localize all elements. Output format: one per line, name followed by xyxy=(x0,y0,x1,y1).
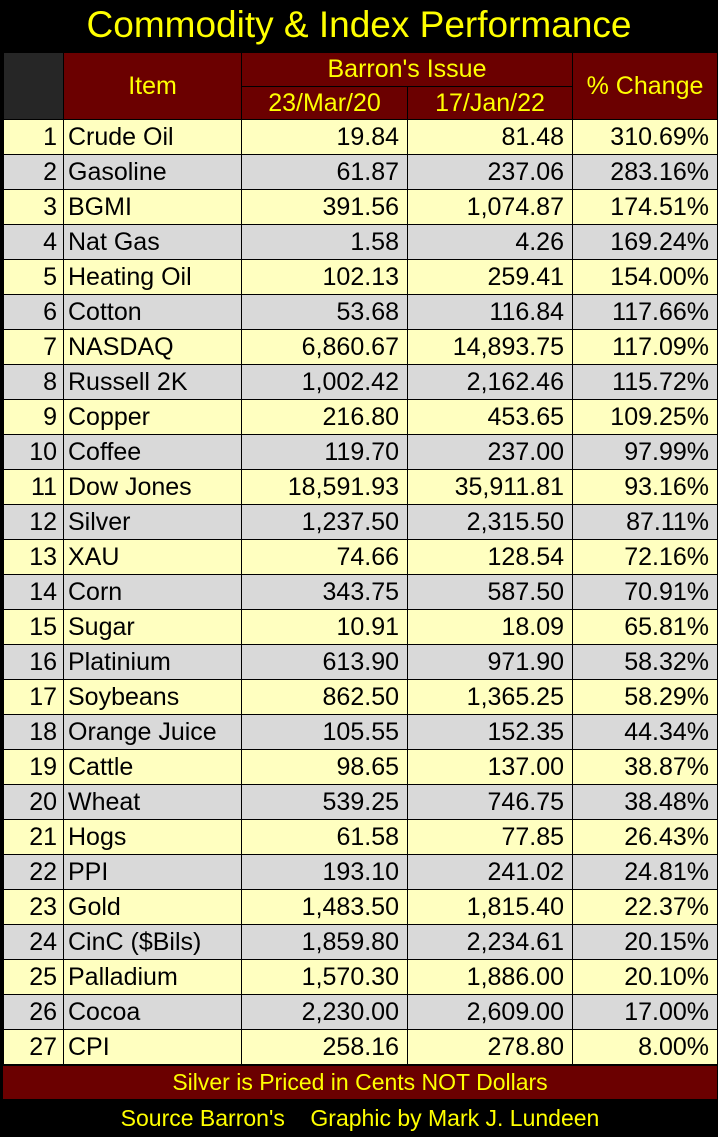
rank-cell: 22 xyxy=(4,855,64,890)
percent-change-cell: 58.32% xyxy=(573,645,718,680)
item-cell: Cocoa xyxy=(64,995,242,1030)
value-2022-cell: 14,893.75 xyxy=(408,330,573,365)
rank-cell: 17 xyxy=(4,680,64,715)
percent-change-cell: 24.81% xyxy=(573,855,718,890)
value-2022-cell: 278.80 xyxy=(408,1030,573,1065)
percent-change-cell: 70.91% xyxy=(573,575,718,610)
item-cell: Wheat xyxy=(64,785,242,820)
percent-change-cell: 72.16% xyxy=(573,540,718,575)
item-cell: Crude Oil xyxy=(64,120,242,155)
percent-change-cell: 169.24% xyxy=(573,225,718,260)
item-cell: Soybeans xyxy=(64,680,242,715)
value-2020-cell: 1,002.42 xyxy=(242,365,408,400)
table-row xyxy=(4,820,718,855)
header-barrons-issue: Barron's Issue xyxy=(242,53,573,87)
value-2022-cell: 259.41 xyxy=(408,260,573,295)
value-2020-cell: 19.84 xyxy=(242,120,408,155)
chart-title: Commodity & Index Performance xyxy=(86,4,632,45)
value-2022-cell: 77.85 xyxy=(408,820,573,855)
value-2020-cell: 61.58 xyxy=(242,820,408,855)
rank-cell: 5 xyxy=(4,260,64,295)
percent-change-cell: 117.66% xyxy=(573,295,718,330)
rank-cell: 13 xyxy=(4,540,64,575)
rank-cell: 4 xyxy=(4,225,64,260)
percent-change-cell: 44.34% xyxy=(573,715,718,750)
item-cell: Copper xyxy=(64,400,242,435)
rank-cell: 2 xyxy=(4,155,64,190)
value-2020-cell: 258.16 xyxy=(242,1030,408,1065)
rank-cell: 19 xyxy=(4,750,64,785)
rank-cell: 27 xyxy=(4,1030,64,1065)
table-row xyxy=(4,785,718,820)
item-cell: Nat Gas xyxy=(64,225,242,260)
value-2022-cell: 2,234.61 xyxy=(408,925,573,960)
value-2022-cell: 1,365.25 xyxy=(408,680,573,715)
rank-cell: 10 xyxy=(4,435,64,470)
value-2020-cell: 98.65 xyxy=(242,750,408,785)
item-cell: PPI xyxy=(64,855,242,890)
value-2022-cell: 137.00 xyxy=(408,750,573,785)
table-row xyxy=(4,120,718,155)
percent-change-cell: 17.00% xyxy=(573,995,718,1030)
item-cell: Orange Juice xyxy=(64,715,242,750)
item-cell: Dow Jones xyxy=(64,470,242,505)
value-2022-cell: 587.50 xyxy=(408,575,573,610)
rank-cell: 6 xyxy=(4,295,64,330)
value-2020-cell: 6,860.67 xyxy=(242,330,408,365)
rank-cell: 25 xyxy=(4,960,64,995)
rank-cell: 3 xyxy=(4,190,64,225)
value-2022-cell: 4.26 xyxy=(408,225,573,260)
item-cell: Heating Oil xyxy=(64,260,242,295)
value-2022-cell: 2,609.00 xyxy=(408,995,573,1030)
percent-change-cell: 87.11% xyxy=(573,505,718,540)
item-cell: BGMI xyxy=(64,190,242,225)
value-2020-cell: 102.13 xyxy=(242,260,408,295)
percent-change-cell: 154.00% xyxy=(573,260,718,295)
table-row xyxy=(4,330,718,365)
rank-cell: 21 xyxy=(4,820,64,855)
table-row xyxy=(4,610,718,645)
value-2022-cell: 241.02 xyxy=(408,855,573,890)
table-row xyxy=(4,435,718,470)
value-2022-cell: 116.84 xyxy=(408,295,573,330)
value-2022-cell: 237.00 xyxy=(408,435,573,470)
item-cell: Coffee xyxy=(64,435,242,470)
value-2022-cell: 237.06 xyxy=(408,155,573,190)
value-2020-cell: 119.70 xyxy=(242,435,408,470)
value-2020-cell: 10.91 xyxy=(242,610,408,645)
table-row xyxy=(4,1030,718,1065)
item-cell: Silver xyxy=(64,505,242,540)
table-row xyxy=(4,470,718,505)
percent-change-cell: 26.43% xyxy=(573,820,718,855)
item-cell: XAU xyxy=(64,540,242,575)
rank-cell: 14 xyxy=(4,575,64,610)
table-row xyxy=(4,155,718,190)
performance-table xyxy=(3,52,718,1065)
value-2022-cell: 81.48 xyxy=(408,120,573,155)
header-corner xyxy=(4,53,64,120)
value-2022-cell: 2,315.50 xyxy=(408,505,573,540)
item-cell: Gasoline xyxy=(64,155,242,190)
rank-cell: 15 xyxy=(4,610,64,645)
percent-change-cell: 65.81% xyxy=(573,610,718,645)
source-label: Source Barron's xyxy=(120,1105,285,1131)
table-row xyxy=(4,960,718,995)
value-2020-cell: 1.58 xyxy=(242,225,408,260)
table-row xyxy=(4,855,718,890)
rank-cell: 11 xyxy=(4,470,64,505)
table-row xyxy=(4,995,718,1030)
item-cell: Hogs xyxy=(64,820,242,855)
table-row xyxy=(4,715,718,750)
rank-cell: 8 xyxy=(4,365,64,400)
value-2022-cell: 2,162.46 xyxy=(408,365,573,400)
item-cell: Cattle xyxy=(64,750,242,785)
percent-change-cell: 283.16% xyxy=(573,155,718,190)
value-2022-cell: 152.35 xyxy=(408,715,573,750)
table-body xyxy=(4,120,718,1065)
percent-change-cell: 58.29% xyxy=(573,680,718,715)
value-2020-cell: 1,859.80 xyxy=(242,925,408,960)
percent-change-cell: 117.09% xyxy=(573,330,718,365)
rank-cell: 26 xyxy=(4,995,64,1030)
rank-cell: 16 xyxy=(4,645,64,680)
percent-change-cell: 8.00% xyxy=(573,1030,718,1065)
value-2020-cell: 1,570.30 xyxy=(242,960,408,995)
percent-change-cell: 310.69% xyxy=(573,120,718,155)
percent-change-cell: 115.72% xyxy=(573,365,718,400)
table-row xyxy=(4,890,718,925)
value-2020-cell: 105.55 xyxy=(242,715,408,750)
table-row xyxy=(4,575,718,610)
table-row xyxy=(4,225,718,260)
header-date-2: 17/Jan/22 xyxy=(408,87,573,120)
percent-change-cell: 38.87% xyxy=(573,750,718,785)
item-cell: Sugar xyxy=(64,610,242,645)
table-row xyxy=(4,400,718,435)
value-2022-cell: 746.75 xyxy=(408,785,573,820)
value-2022-cell: 971.90 xyxy=(408,645,573,680)
item-cell: Platinium xyxy=(64,645,242,680)
percent-change-cell: 174.51% xyxy=(573,190,718,225)
item-cell: Palladium xyxy=(64,960,242,995)
percent-change-cell: 93.16% xyxy=(573,470,718,505)
rank-cell: 24 xyxy=(4,925,64,960)
value-2020-cell: 61.87 xyxy=(242,155,408,190)
item-cell: Cotton xyxy=(64,295,242,330)
footer-note: Silver is Priced in Cents NOT Dollars xyxy=(3,1066,717,1099)
rank-cell: 9 xyxy=(4,400,64,435)
value-2020-cell: 613.90 xyxy=(242,645,408,680)
value-2020-cell: 18,591.93 xyxy=(242,470,408,505)
rank-cell: 1 xyxy=(4,120,64,155)
value-2020-cell: 862.50 xyxy=(242,680,408,715)
rank-cell: 23 xyxy=(4,890,64,925)
item-cell: Russell 2K xyxy=(64,365,242,400)
rank-cell: 7 xyxy=(4,330,64,365)
value-2020-cell: 1,237.50 xyxy=(242,505,408,540)
table-row xyxy=(4,190,718,225)
percent-change-cell: 38.48% xyxy=(573,785,718,820)
value-2022-cell: 1,074.87 xyxy=(408,190,573,225)
rank-cell: 12 xyxy=(4,505,64,540)
value-2020-cell: 193.10 xyxy=(242,855,408,890)
percent-change-cell: 20.15% xyxy=(573,925,718,960)
value-2022-cell: 453.65 xyxy=(408,400,573,435)
credit-label: Graphic by Mark J. Lundeen xyxy=(310,1105,600,1131)
item-cell: Corn xyxy=(64,575,242,610)
item-cell: NASDAQ xyxy=(64,330,242,365)
value-2022-cell: 18.09 xyxy=(408,610,573,645)
value-2020-cell: 539.25 xyxy=(242,785,408,820)
rank-cell: 18 xyxy=(4,715,64,750)
value-2022-cell: 1,815.40 xyxy=(408,890,573,925)
rank-cell: 20 xyxy=(4,785,64,820)
table-row xyxy=(4,680,718,715)
table-row xyxy=(4,295,718,330)
percent-change-cell: 97.99% xyxy=(573,435,718,470)
table-row xyxy=(4,505,718,540)
value-2020-cell: 343.75 xyxy=(242,575,408,610)
value-2020-cell: 391.56 xyxy=(242,190,408,225)
item-cell: CPI xyxy=(64,1030,242,1065)
footer-source-line xyxy=(3,1101,717,1135)
percent-change-cell: 109.25% xyxy=(573,400,718,435)
item-cell: Gold xyxy=(64,890,242,925)
percent-change-cell: 22.37% xyxy=(573,890,718,925)
percent-change-cell: 20.10% xyxy=(573,960,718,995)
table-row xyxy=(4,645,718,680)
value-2022-cell: 128.54 xyxy=(408,540,573,575)
value-2020-cell: 74.66 xyxy=(242,540,408,575)
table-row xyxy=(4,750,718,785)
header-item: Item xyxy=(64,53,242,120)
table-row xyxy=(4,260,718,295)
table-row xyxy=(4,365,718,400)
item-cell: CinC ($Bils) xyxy=(64,925,242,960)
table-row xyxy=(4,925,718,960)
value-2020-cell: 216.80 xyxy=(242,400,408,435)
value-2020-cell: 53.68 xyxy=(242,295,408,330)
table-row xyxy=(4,540,718,575)
value-2022-cell: 1,886.00 xyxy=(408,960,573,995)
value-2020-cell: 2,230.00 xyxy=(242,995,408,1030)
value-2022-cell: 35,911.81 xyxy=(408,470,573,505)
header-percent-change: % Change xyxy=(573,53,718,120)
header-date-1: 23/Mar/20 xyxy=(242,87,408,120)
value-2020-cell: 1,483.50 xyxy=(242,890,408,925)
